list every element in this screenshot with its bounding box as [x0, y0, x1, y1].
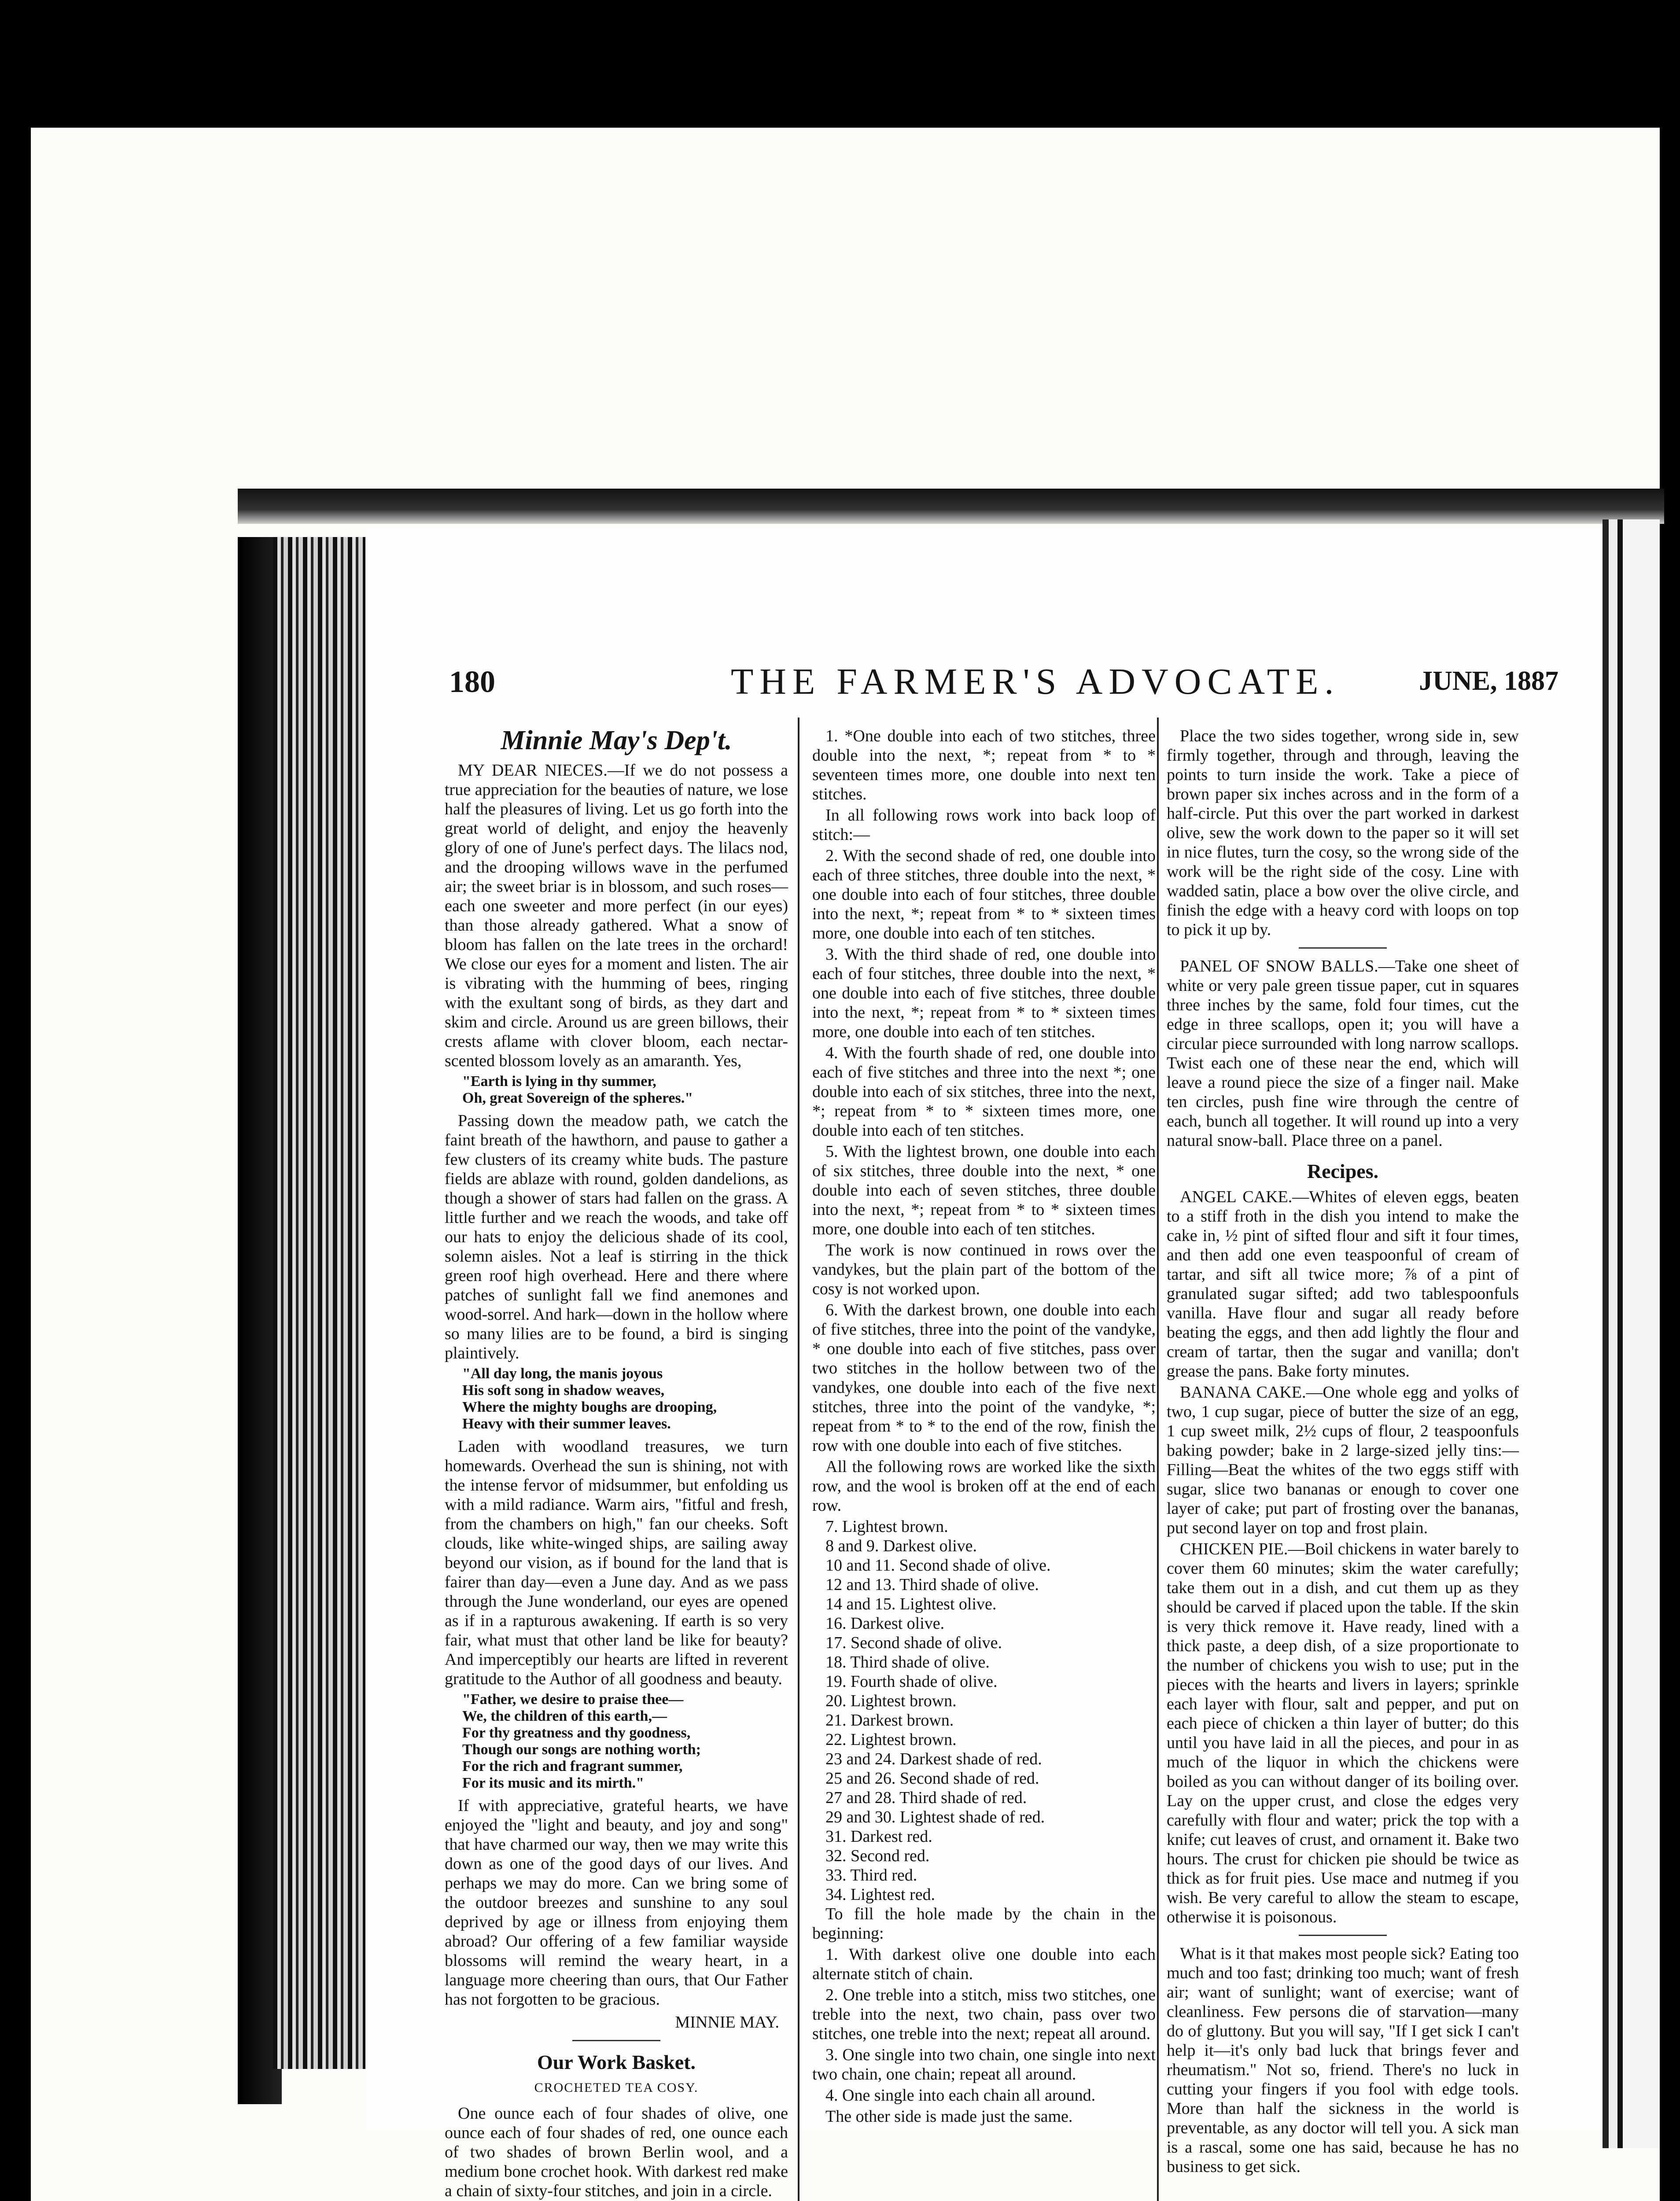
poem-stanza — [462, 1366, 788, 1432]
signature: MINNIE MAY. — [675, 2013, 779, 2032]
section-divider — [1299, 1935, 1387, 1936]
instruction-paragraph: 2. With the second shade of red, one double into each of three stitches, three double into the next, * one double into each of four stitches, three double into the next, *; repeat from * to * sixteen times more, one double into each of ten stitches. — [812, 847, 1156, 942]
row-item: 18. Third shade of olive. — [825, 1653, 990, 1671]
poem-stanza — [462, 1073, 788, 1107]
publication-title: THE FARMER'S ADVOCATE. — [731, 661, 1340, 702]
row-item: 31. Darkest red. — [825, 1827, 932, 1846]
section-divider — [1299, 947, 1387, 949]
poem-line: Where the mighty boughs are drooping, — [462, 1399, 717, 1415]
instruction-paragraph: 6. With the darkest brown, one double into each of five stitches, three into the point of the vandyke, * one double into each of five stitches, pass over two stitches in the hollow between two of the vandykes, one double into each of the five next stitches, three into the point of the vandyke, *; repeat from * to * to the end of the row, finish the row with one double into each of five stitches. — [812, 1301, 1156, 1455]
recipe-title: CHICKEN PIE. — [1180, 1540, 1288, 1558]
instruction-paragraph: The work is now continued in rows over the vandykes, but the plain part of the bottom of the cosy is not worked upon. — [812, 1241, 1156, 1298]
poem-line: Though our songs are nothing worth; — [462, 1741, 701, 1758]
poem-line: For thy greatness and thy goodness, — [462, 1725, 691, 1741]
minnie-may-heading: Minnie May's Dep't. — [501, 725, 732, 755]
instruction-paragraph: 2. One treble into a stitch, miss two stitches, one treble into the next, two chain, pass over two stitches, one treble into the next; repeat all around. — [812, 1986, 1156, 2043]
poem-line: For the rich and fragrant summer, — [462, 1758, 683, 1774]
page-number: 180 — [449, 665, 495, 699]
column-rule-2 — [1157, 718, 1159, 2201]
instruction-paragraph: 5. With the lightest brown, one double into each of six stitches, three double into the next, * one double into each of seven stitches, three double into the next, *; repeat from * to * sixteen times more, one double into each of ten stitches. — [812, 1142, 1156, 1238]
recipe-banana-cake — [1167, 1383, 1519, 1538]
poem-line: We, the children of this earth,— — [462, 1708, 667, 1724]
work-basket-heading: Our Work Basket. — [537, 2051, 696, 2073]
instruction-paragraph: 4. One single into each chain all around. — [825, 2086, 1096, 2105]
row-item: 21. Darkest brown. — [825, 1711, 954, 1730]
recipe-title: BANANA CAKE. — [1180, 1383, 1306, 1402]
poem-line: "All day long, the manis joyous — [462, 1366, 663, 1382]
work-basket-subheading: CROCHETED TEA COSY. — [534, 2080, 699, 2095]
section-divider — [572, 2040, 660, 2041]
poem-line: "Earth is lying in thy summer, — [462, 1073, 656, 1089]
instruction-paragraph: 1. *One double into each of two stitches, three double into the next, *; repeat from * to * seventeen times more, one double into next ten stitches. — [812, 727, 1156, 803]
row-item: 34. Lightest red. — [825, 1885, 936, 1904]
masthead — [440, 660, 1567, 709]
row-item: 22. Lightest brown. — [825, 1730, 957, 1749]
row-item: 19. Fourth shade of olive. — [825, 1672, 998, 1691]
instruction-paragraph: In all following rows work into back loop of stitch:— — [812, 806, 1156, 844]
book-right-edge — [1603, 519, 1660, 2148]
column-3 — [1167, 726, 1519, 2178]
row-item: 16. Darkest olive. — [825, 1614, 945, 1633]
row-item: 17. Second shade of olive. — [825, 1634, 1002, 1652]
poem-stanza — [462, 1691, 788, 1792]
scan-border-right — [1660, 0, 1680, 2201]
row-item: 7. Lightest brown. — [825, 1517, 948, 1536]
row-item: 25 and 26. Second shade of red. — [825, 1769, 1039, 1788]
instruction-paragraph: 3. One single into two chain, one single into next two chain, one chain; repeat all around. — [812, 2046, 1156, 2083]
instruction-paragraph: All the following rows are worked like the sixth row, and the wool is broken off at the end of each row. — [812, 1458, 1156, 1515]
row-item: 20. Lightest brown. — [825, 1692, 957, 1710]
health-paragraph: What is it that makes most people sick? Eating too much and too fast; drinking too much; want of fresh air; want of sunlight; want of exercise; want of cleanliness. Few persons die of starvation—many do of gluttony. But you will say, "If I get sick I can't help it—it's only bad luck that brings fever and rheumatism." Not so, friend. There's no luck in cutting your fingers if you fool with edge tools. More than half the sickness in the world is preventable, as any doctor will tell you. A sick man is a rascal, some one has said, because he has no business to get sick. — [1167, 1944, 1519, 2176]
book-page-edges — [273, 537, 365, 2069]
scan-border-left — [0, 0, 31, 2201]
instruction-paragraph: Place the two sides together, wrong side in, sew firmly together, through and through, leaving the points to turn inside the work. Take a piece of brown paper six inches across and in the form of a half-circle. Put this over the part worked in darkest olive, sew the work down to the paper so it will set in nice flutes, turn the cosy, so the wrong side of the work will be the right side of the cosy. Line with wadded satin, place a bow over the olive circle, and finish the edge with a heavy cord with loops on top to pick it up by. — [1167, 727, 1519, 939]
poem-line: "Father, we desire to praise thee— — [462, 1691, 684, 1708]
row-item: 27 and 28. Third shade of red. — [825, 1789, 1027, 1807]
recipe-text: —One whole egg and yolks of two, 1 cup sugar, piece of butter the size of an egg, 1 cup sweet milk, 2½ cups of flour, 2 teaspoonfuls baking powder; bake in 2 large-sized jelly tins:—Filling—Beat the whites of the two eggs stiff with sugar, slice two bananas or enough to cover one layer of cake; put part of frosting over the bananas, put second layer on top and frost plain. — [1167, 1383, 1519, 1537]
poem-line: Oh, great Sovereign of the spheres." — [462, 1090, 693, 1106]
book-top-shadow — [238, 489, 1664, 524]
snow-balls-text: —Take one sheet of white or very pale green tissue paper, cut in squares three inches by the same, fold four times, cut the edge in three scallops, open it; you will have a circular piece surrounded with long narrow scallops. Twist each one of these near the end, which will leave a round piece the size of a finger nail. Make ten circles, push fine wire through the centre of each, bunch all together. It will round up into a very natural snow-ball. Place three on a panel. — [1167, 957, 1519, 1150]
issue-date: JUNE, 1887 — [1419, 666, 1558, 696]
instruction-paragraph: 4. With the fourth shade of red, one double into each of five stitches and three into the next *; one double into each of six stitches, three into the next, *; repeat from * to * sixteen times more, one double into each of ten stitches. — [812, 1044, 1156, 1140]
article-paragraph: Passing down the meadow path, we catch the faint breath of the hawthorn, and pause to gather a few clusters of its creamy white buds. The pasture fields are ablaze with round, golden dandelions, as though a shower of stars had fallen on the grass. A little further and we reach the woods, and take off our hats to enjoy the delicious shade of its cool, solemn aisles. Not a leaf is stirring in the thick green roof high overhead. Here and there where patches of sunlight fall we find anemones and wood-sorrel. And hark—down in the hollow where so many lilies are to be found, a bird is singing plaintively. — [445, 1112, 788, 1362]
poem-line: His soft song in shadow weaves, — [462, 1382, 665, 1399]
instruction-paragraph: 1. With darkest olive one double into each alternate stitch of chain. — [812, 1945, 1156, 1983]
recipe-text: —Boil chickens in water barely to cover them 60 minutes; skim the water carefully; take them out in a dish, and cut them up as they should be carved if placed upon the table. If the skin is very thick remove it. Have ready, lined with a thick paste, a deep dish, of a size proportionate to the number of chickens you wish to use; put in the pieces with the hearts and livers in layers; sprinkle each layer with flour, salt and pepper, and put on each piece of chicken a thin layer of butter; do this until you have laid in all the pieces, and pour in as much of the liquor in which the chickens were boiled as you can without danger of its boiling over. Lay on the upper crust, and close the edges very carefully with flour and water; prick the top with a knife; cut leaves of crust, and ornament it. Bake two hours. The crust for chicken pie should be twice as thick as for fruit pies. Use mace and nutmeg if you wish. Be very careful to allow the steam to escape, otherwise it is poisonous. — [1167, 1540, 1519, 1926]
row-item: 23 and 24. Darkest shade of red. — [825, 1750, 1042, 1768]
snow-balls-paragraph — [1167, 957, 1519, 1150]
instruction-paragraph: 3. With the third shade of red, one double into each of four stitches, three double into the next, * one double into each of five stitches, three double into the next, *; repeat from * to * sixteen times more, one double into each of ten stitches. — [812, 945, 1156, 1041]
recipe-title: ANGEL CAKE. — [1180, 1188, 1293, 1206]
article-paragraph: Laden with woodland treasures, we turn homewards. Overhead the sun is shining, not with the intense fervor of midsummer, but enfolding us with a mild radiance. Warm airs, "fitful and fresh, from the chambers on high," fan our cheeks. Soft clouds, like white-winged ships, are sailing away beyond our vision, as if bound for the land that is fairer than day—even a June day. And as we pass through the June wonderland, our eyes are opened as if in a rapturous awakening. If earth is so very fair, what must that other land be like for beauty? And imperceptibly our hearts are lifted in reverent gratitude to the Author of all goodness and beauty. — [445, 1437, 788, 1688]
row-item: 12 and 13. Third shade of olive. — [825, 1575, 1039, 1594]
row-item: 8 and 9. Darkest olive. — [825, 1537, 977, 1555]
recipes-heading: Recipes. — [1307, 1160, 1379, 1182]
row-item: 32. Second red. — [825, 1847, 930, 1865]
instruction-paragraph: To fill the hole made by the chain in the beginning: — [812, 1905, 1156, 1943]
article-paragraph: MY DEAR NIECES.—If we do not possess a true appreciation for the beauties of nature, we lose half the pleasures of living. Let us go forth into the great world of delight, and enjoy the heavenly glory of one of June's perfect days. The lilacs nod, and the drooping willows wave in the perfumed air; the sweet briar is in blossom, and such roses—each one sweeter and more perfect (in our eyes) than those already gathered. What a snow of bloom has fallen on the late trees in the orchard! We close our eyes for a moment and listen. The air is vibrating with the humming of bees, ringing with the exultant song of birds, as they dart and skim and circle. Around us are green billows, their crests aflame with clover bloom, each nectar-scented blossom lovely as an amaranth. Yes, — [445, 761, 788, 1070]
recipe-text: —Whites of eleven eggs, beaten to a stiff froth in the dish you intend to make the cake in, ½ pint of sifted flour and sift it four times, and then add one even teaspoonful of cream of tartar, and sift all twice more; ⅞ of a pint of granulated sugar sifted; add two tablespoonfuls vanilla. Have flour and sugar all ready before beating the eggs, and then add lightly the flour and cream of tartar, then the sugar and vanilla; don't grease the pans. Bake forty minutes. — [1167, 1188, 1519, 1380]
row-list — [812, 1517, 1156, 1904]
row-item: 14 and 15. Lightest olive. — [825, 1595, 997, 1613]
row-item: 10 and 11. Second shade of olive. — [825, 1556, 1051, 1575]
recipe-angel-cake — [1167, 1187, 1519, 1381]
row-item: 29 and 30. Lightest shade of red. — [825, 1808, 1045, 1826]
column-1 — [445, 726, 788, 2201]
poem-line: For its music and its mirth." — [462, 1775, 645, 1791]
row-item: 33. Third red. — [825, 1866, 917, 1884]
poem-line: Heavy with their summer leaves. — [462, 1416, 671, 1432]
column-2 — [812, 726, 1156, 2128]
article-paragraph: One ounce each of four shades of olive, one ounce each of four shades of red, one ounce each of two shades of brown Berlin wool, and a medium bone crochet hook. With darkest red make a chain of sixty-four stitches, and join in a circle. — [445, 2104, 788, 2200]
scan-border-top — [31, 0, 1660, 128]
snow-balls-title: PANEL OF SNOW BALLS. — [1180, 957, 1378, 975]
column-rule-1 — [798, 718, 799, 2201]
article-paragraph: If with appreciative, grateful hearts, we have enjoyed the "light and beauty, and joy and song" that have charmed our way, then we may write this down as one of the good days of our lives. And perhaps we may do more. Can we bring some of the outdoor breezes and sunshine to any soul deprived by age or illness from enjoying them abroad? Our offering of a few familiar wayside blossoms will remind the weary heart, in a language more cheering than ours, that Our Father has not forgotten to be gracious. — [445, 1796, 788, 2009]
recipe-chicken-pie — [1167, 1539, 1519, 1927]
instruction-paragraph: The other side is made just the same. — [825, 2107, 1073, 2126]
